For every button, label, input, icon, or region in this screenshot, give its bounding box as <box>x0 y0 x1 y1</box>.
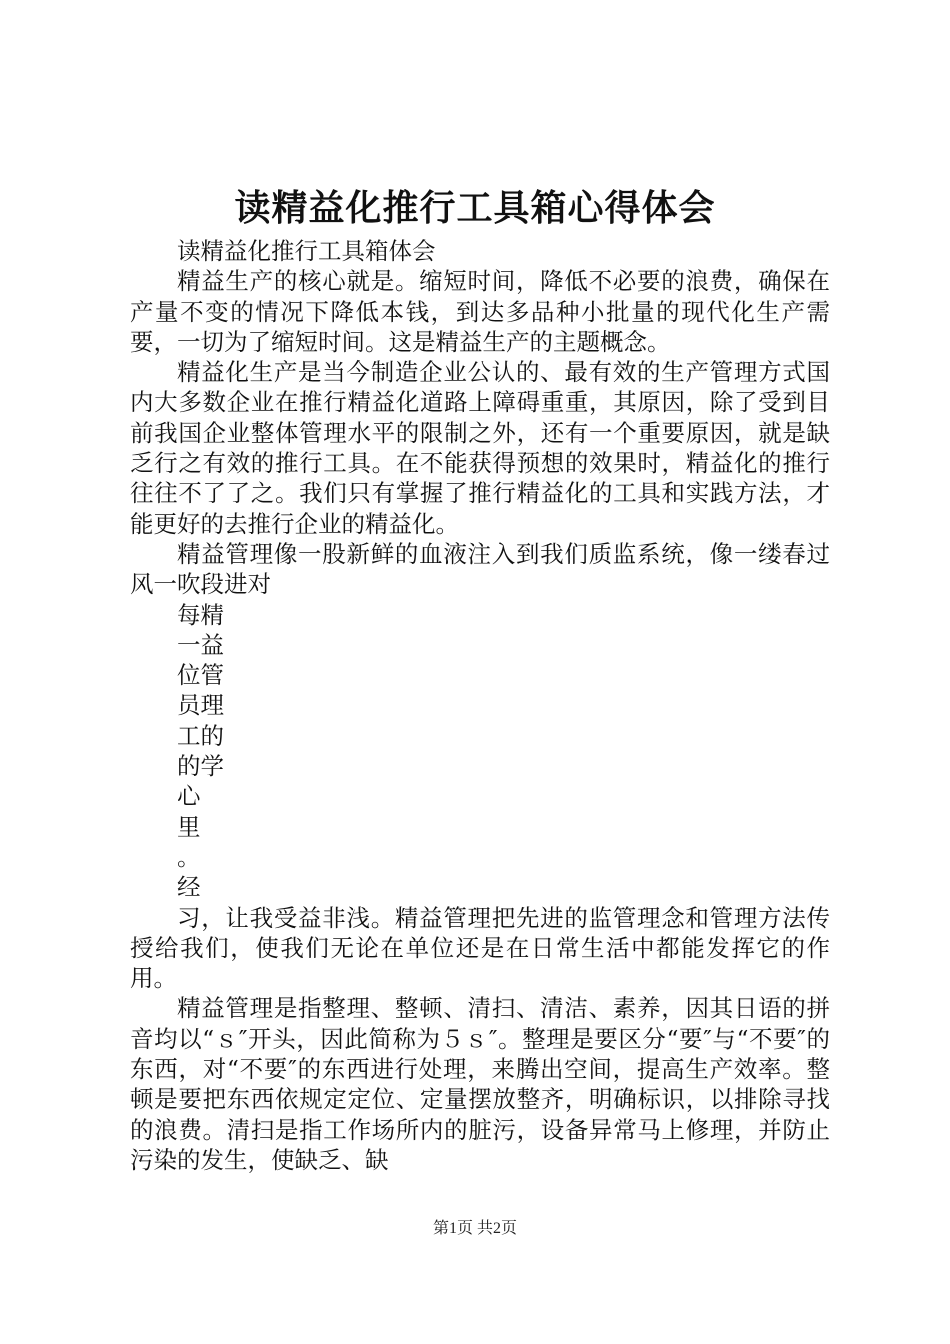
paragraph-learning-benefit: 习，让我受益非浅。精益管理把先进的监管理念和管理方法传授给我们，使我们无论在单位还是在日常生活中都能发挥它的作用。 <box>130 903 830 993</box>
vertical-text-line: 经 <box>177 873 201 902</box>
paragraph-5s-definition: 精益管理是指整理、整顿、清扫、清洁、素养，因其日语的拼音均以“ｓ″开头，因此简称为５ｓ″。整理是要区分“要″与“不要″的东西，对“不要″的东西进行处理，来腾出空间，提高生产效率。整顿是要把东西依规定定位、定量摆放整齐，明确标识，以排除寻找的浪费。清扫是指工作场所内的脏污，设备异常马上修理，并防止污染的发生，使缺乏、缺 <box>130 994 830 1174</box>
page-footer: 第1页 共2页 <box>432 1220 517 1237</box>
vertical-text-line: 。 <box>177 842 201 871</box>
vertical-text-line: 每精 <box>177 600 224 629</box>
vertical-text-line: 的学 <box>177 752 224 781</box>
document-title: 读精益化推行工具箱心得体会 <box>234 187 716 229</box>
vertical-text-line: 位管 <box>177 661 224 690</box>
vertical-text-line: 里 <box>177 812 201 841</box>
subtitle-paragraph: 读精益化推行工具箱体会 <box>177 237 436 265</box>
vertical-text-line: 员理 <box>177 691 224 720</box>
paragraph-lean-core: 精益生产的核心就是。缩短时间，降低不必要的浪费，确保在产量不变的情况下降低本钱，到达多品种小批量的现代化生产需要，一切为了缩短时间。这是精益生产的主题概念。 <box>130 267 830 356</box>
paragraph-lean-management-intro: 精益管理像一股新鲜的血液注入到我们质监系统，像一缕春过风一吹段进对 <box>130 539 830 599</box>
vertical-text-line: 工的 <box>177 721 224 750</box>
vertical-text-block <box>130 600 830 903</box>
document-body <box>130 236 830 1175</box>
vertical-text-line: 一益 <box>177 630 224 659</box>
paragraph-lean-production: 精益化生产是当今制造企业公认的、最有效的生产管理方式国内大多数企业在推行精益化道路上障碍重重，其原因，除了受到目前我国企业整体管理水平的限制之外，还有一个重要原因，就是缺乏行之有效的推行工具。在不能获得预想的效果时，精益化的推行往往不了了之。我们只有掌握了推行精益化的工具和实践方法，才能更好的去推行企业的精益化。 <box>130 358 830 538</box>
vertical-text-line: 心 <box>177 782 201 811</box>
